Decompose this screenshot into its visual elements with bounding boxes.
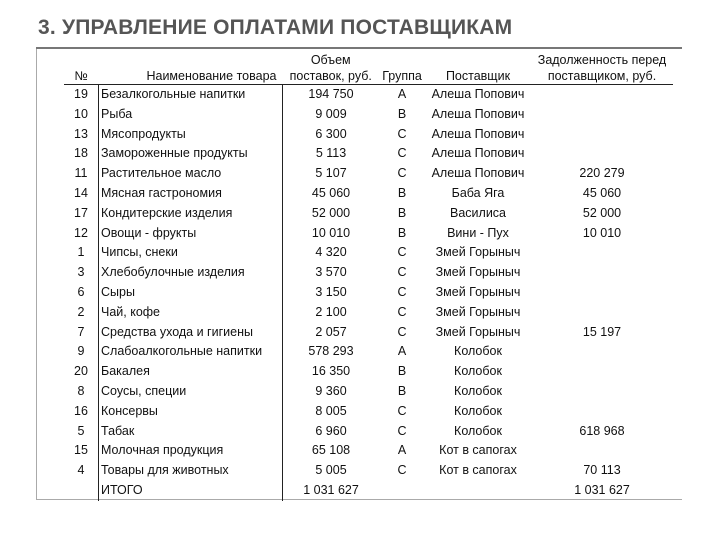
cell-debt — [531, 105, 673, 125]
table-row — [64, 164, 673, 184]
cell-debt: 10 010 — [582, 225, 622, 240]
table-row — [64, 362, 673, 382]
cell-product-name: Чипсы, снеки — [99, 243, 283, 263]
supplier-payments-table — [64, 52, 673, 501]
cell-product-name: Товары для животных — [99, 461, 283, 481]
cell-debt — [531, 382, 673, 402]
cell-num: 11 — [74, 166, 88, 181]
header-supplier: Поставщик — [445, 69, 511, 83]
cell-supplier: Алеша Попович — [431, 106, 525, 121]
header-name: Наименование товара — [146, 69, 277, 83]
cell-group: B — [397, 225, 407, 240]
cell-debt — [531, 441, 673, 461]
cell-volume: 4 320 — [283, 243, 380, 263]
cell-volume: 2 100 — [283, 303, 380, 323]
table-row — [64, 144, 673, 164]
table-body — [64, 85, 673, 501]
cell-num: 7 — [77, 324, 85, 339]
cell-num: 18 — [74, 146, 88, 161]
cell-num: 10 — [74, 106, 88, 121]
cell-supplier: Змей Горыныч — [435, 265, 521, 280]
cell-product-name: Молочная продукция — [99, 441, 283, 461]
table-row — [64, 263, 673, 283]
cell-debt — [531, 125, 673, 145]
cell-volume: 45 060 — [283, 184, 380, 204]
header-volume-line2: поставок, руб. — [289, 69, 372, 83]
cell-volume: 3 150 — [283, 283, 380, 303]
table-row — [64, 125, 673, 145]
cell-volume: 2 057 — [283, 323, 380, 343]
total-volume: 1 031 627 — [283, 481, 380, 501]
cell-product-name: Слабоалкогольные напитки — [99, 342, 283, 362]
total-label: ИТОГО — [99, 481, 283, 501]
cell-num: 13 — [74, 126, 88, 141]
cell-supplier: Змей Горыныч — [435, 324, 521, 339]
total-debt: 1 031 627 — [574, 482, 630, 497]
cell-supplier: Колобок — [454, 423, 502, 438]
cell-num: 19 — [64, 85, 99, 105]
cell-group: C — [397, 463, 407, 478]
header-volume — [283, 52, 380, 85]
cell-num: 6 — [77, 284, 85, 299]
cell-supplier: Кот в сапогах — [439, 463, 517, 478]
cell-group: C — [397, 146, 407, 161]
cell-product-name: Сыры — [99, 283, 283, 303]
cell-volume: 9 009 — [283, 105, 380, 125]
cell-supplier: Колобок — [454, 403, 502, 418]
cell-volume: 5 107 — [283, 164, 380, 184]
table-row — [64, 441, 673, 461]
cell-debt: 220 279 — [579, 166, 625, 181]
cell-product-name: Консервы — [99, 402, 283, 422]
cell-product-name: Растительное масло — [99, 164, 283, 184]
cell-debt: 52 000 — [582, 205, 622, 220]
cell-num: 9 — [77, 344, 85, 359]
cell-volume: 194 750 — [283, 85, 380, 105]
title-divider — [36, 47, 682, 49]
cell-num: 4 — [77, 463, 85, 478]
cell-num: 5 — [77, 423, 85, 438]
cell-volume: 10 010 — [283, 224, 380, 244]
cell-supplier: Вини - Пух — [447, 225, 509, 240]
cell-supplier: Алеша Попович — [431, 126, 525, 141]
header-debt-line1: Задолженность перед — [537, 53, 667, 67]
cell-group: A — [397, 344, 407, 359]
cell-debt — [531, 85, 673, 105]
cell-supplier: Василиса — [450, 205, 506, 220]
header-volume-line1: Объем — [310, 53, 351, 67]
cell-supplier: Колобок — [454, 344, 502, 359]
cell-debt — [531, 144, 673, 164]
page-title: 3. УПРАВЛЕНИЕ ОПЛАТАМИ ПОСТАВЩИКАМ — [38, 16, 513, 39]
cell-volume: 5 005 — [283, 461, 380, 481]
table-row — [64, 85, 673, 105]
table-row — [64, 422, 673, 442]
total-row — [64, 481, 673, 501]
cell-num: 8 — [77, 383, 85, 398]
cell-debt: 618 968 — [579, 423, 625, 438]
cell-group: C — [397, 166, 407, 181]
cell-group: B — [397, 205, 407, 220]
header-group: Группа — [382, 69, 422, 83]
cell-product-name: Кондитерские изделия — [99, 204, 283, 224]
cell-debt — [531, 402, 673, 422]
cell-product-name: Чай, кофе — [99, 303, 283, 323]
cell-product-name: Бакалея — [99, 362, 283, 382]
cell-group: C — [397, 403, 407, 418]
cell-group: A — [379, 85, 425, 105]
cell-supplier: Алеша Попович — [425, 85, 531, 105]
table-row — [64, 303, 673, 323]
cell-volume: 578 293 — [283, 342, 380, 362]
cell-num: 16 — [74, 403, 88, 418]
cell-supplier: Змей Горыныч — [435, 304, 521, 319]
header-num: № — [74, 69, 88, 83]
cell-debt: 15 197 — [582, 324, 622, 339]
table-row — [64, 342, 673, 362]
cell-volume: 9 360 — [283, 382, 380, 402]
cell-volume: 6 300 — [283, 125, 380, 145]
cell-volume: 6 960 — [283, 422, 380, 442]
left-border-line — [36, 49, 37, 499]
cell-num: 1 — [77, 245, 85, 260]
cell-product-name: Средства ухода и гигиены — [99, 323, 283, 343]
cell-supplier: Алеша Попович — [431, 146, 525, 161]
table-row — [64, 402, 673, 422]
cell-group: C — [397, 304, 407, 319]
table-row — [64, 224, 673, 244]
cell-debt — [531, 362, 673, 382]
cell-num: 17 — [74, 205, 88, 220]
cell-supplier: Алеша Попович — [431, 166, 525, 181]
cell-debt: 45 060 — [582, 185, 622, 200]
header-debt — [531, 52, 673, 85]
cell-num: 14 — [74, 185, 88, 200]
cell-debt — [531, 303, 673, 323]
table-row — [64, 204, 673, 224]
table-row — [64, 184, 673, 204]
cell-group: C — [397, 126, 407, 141]
table-row — [64, 243, 673, 263]
cell-num: 3 — [77, 265, 85, 280]
cell-group: B — [397, 383, 407, 398]
cell-debt: 70 113 — [583, 463, 621, 478]
cell-num — [64, 481, 99, 501]
cell-num: 12 — [74, 225, 88, 240]
cell-group: C — [397, 423, 407, 438]
cell-num: 20 — [74, 364, 88, 379]
cell-debt — [531, 243, 673, 263]
cell-product-name: Безалкогольные напитки — [99, 85, 283, 105]
cell-group: B — [397, 106, 407, 121]
cell-product-name: Мясная гастрономия — [99, 184, 283, 204]
cell-product-name: Табак — [99, 422, 283, 442]
cell-volume: 5 113 — [283, 144, 380, 164]
cell-volume: 3 570 — [283, 263, 380, 283]
cell-num: 15 — [74, 443, 88, 458]
cell-group: C — [397, 245, 407, 260]
cell-group: C — [397, 324, 407, 339]
cell-debt — [531, 283, 673, 303]
cell-product-name: Хлебобулочные изделия — [99, 263, 283, 283]
cell-volume: 8 005 — [283, 402, 380, 422]
table-row — [64, 382, 673, 402]
header-debt-line2: поставщиком, руб. — [547, 69, 657, 83]
cell-group: B — [397, 185, 407, 200]
cell-product-name: Рыба — [99, 105, 283, 125]
cell-debt — [531, 342, 673, 362]
cell-group: C — [397, 284, 407, 299]
table-row — [64, 323, 673, 343]
cell-supplier: Колобок — [454, 364, 502, 379]
cell-supplier: Баба Яга — [451, 185, 505, 200]
cell-product-name: Овощи - фрукты — [99, 224, 283, 244]
cell-volume: 16 350 — [283, 362, 380, 382]
table-row — [64, 105, 673, 125]
cell-debt — [531, 263, 673, 283]
cell-group — [379, 481, 425, 501]
cell-group: C — [397, 265, 407, 280]
cell-supplier: Колобок — [454, 383, 502, 398]
table-header-row — [64, 52, 673, 85]
cell-product-name: Соусы, специи — [99, 382, 283, 402]
cell-supplier: Змей Горыныч — [435, 284, 521, 299]
cell-volume: 65 108 — [283, 441, 380, 461]
cell-supplier: Кот в сапогах — [439, 443, 517, 458]
cell-supplier: Змей Горыныч — [435, 245, 521, 260]
cell-volume: 52 000 — [283, 204, 380, 224]
table-row — [64, 461, 673, 481]
cell-supplier — [425, 481, 531, 501]
table-row — [64, 283, 673, 303]
cell-product-name: Мясопродукты — [99, 125, 283, 145]
cell-num: 2 — [77, 304, 85, 319]
cell-product-name: Замороженные продукты — [99, 144, 283, 164]
cell-group: B — [397, 364, 407, 379]
cell-group: A — [397, 443, 407, 458]
